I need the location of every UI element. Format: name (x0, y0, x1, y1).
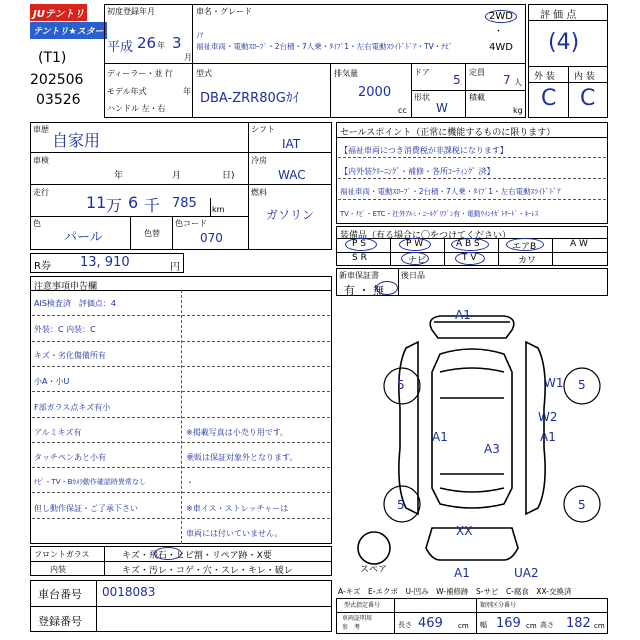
drive-4wd: 4WD (489, 42, 513, 53)
mileage-label: 走行 (33, 188, 49, 197)
damage-mark: XX (456, 524, 473, 538)
damage-mark: A1 (455, 308, 471, 322)
interior-label: 内 装 (574, 72, 595, 82)
sales-point-item: 【内外装ｸﾘｰﾆﾝｸﾞ・補修・各所ｺｰﾃｨﾝｸﾞ 済】 (340, 167, 495, 176)
fuel-label: 燃料 (251, 188, 267, 197)
note-right: 車両には付いていません。 (186, 529, 283, 538)
fuel-value: ガソリン (266, 208, 315, 222)
displacement-label: 排気量 (334, 69, 358, 78)
notes-row-line (32, 315, 330, 316)
lot-no: 03526 (36, 92, 81, 108)
capacity-unit: 人 (514, 78, 522, 87)
equipment-title: 装備品（有る場合に〇をつけてください） (340, 231, 512, 241)
shaken-year-unit: 年 (114, 171, 124, 181)
notes-title: 注意事項申告欄 (34, 282, 98, 292)
note-left: 外装：C 内装：C (34, 325, 96, 334)
front-glass-value: キズ・飛石・ヒビ割・リペア跡・X要 (122, 551, 272, 561)
recycle-unit: 円 (170, 262, 180, 273)
damage-mark: A1 (454, 566, 470, 580)
car-diagram (336, 298, 608, 582)
equip-airbag-circle (506, 238, 544, 251)
warranty-value: 有 ・ 無 (344, 284, 384, 297)
note-left: AIS検査済 評価点：4 (34, 299, 116, 308)
type-label: 型式 (196, 69, 212, 78)
type-value: DBA-ZRR80Gｶｲ (200, 91, 299, 106)
note-right: ※掲載写真は小売り用です。 (186, 428, 289, 437)
color-code-value: 070 (200, 231, 223, 245)
equip-sr: S R (352, 253, 367, 263)
recycle-label: R券 (34, 261, 51, 272)
damage-mark: 5 (397, 498, 405, 512)
first-reg-era: 平成 (107, 40, 134, 55)
equip-ps-circle (345, 238, 377, 251)
first-reg-label: 初度登録年月 (107, 7, 155, 16)
shaken-label: 車検 (33, 156, 49, 165)
recycle-value: 13, 910 (80, 255, 130, 270)
width-unit: cm (526, 622, 537, 630)
width-label: 幅 (480, 621, 487, 629)
model-name-label: 車名・グレード (196, 7, 252, 16)
warranty-later-label: 後日品 (401, 271, 425, 280)
car-front-outline (430, 316, 514, 338)
model-year-label: モデル年式 (107, 87, 147, 96)
equip-abs-circle (451, 238, 489, 251)
note-left: タッチペンあと小有 (34, 453, 106, 462)
note-left: 小A・小U (34, 377, 70, 386)
length-unit: cm (458, 622, 469, 630)
color-change-label: 色替 (144, 229, 160, 238)
shape-value: W (436, 101, 448, 115)
lot-date: 202506 (30, 72, 84, 88)
dims-type-label2: 類別区分番号 (480, 602, 517, 609)
mileage-v3: 785 (172, 196, 197, 211)
handle-label: ハンドル 左・右 (107, 104, 166, 113)
equip-ps: P S (352, 239, 367, 249)
sales-point-item: TV・ﾅﾋﾞ・ETC・社外ｱﾙﾐ・ﾆｰﾙｸﾞﾘﾌﾟﾝ有・電動ｳｲﾝﾁｶﾞﾄｻｰﾄﾞ・ｷｰﾚｽ (340, 210, 539, 218)
usage-value: 自家用 (52, 131, 101, 150)
note-left: F部ガラス点キズ有小 (34, 403, 111, 412)
sales-point-item: 【福祉車両につき消費税が非課税になります】 (340, 146, 508, 155)
logo-line2: テントリ★スター (30, 22, 107, 39)
load-unit: kg (513, 106, 523, 115)
damage-mark: 5 (578, 498, 586, 512)
header-grid (104, 4, 526, 118)
equip-pw: P W (406, 239, 424, 249)
mileage-u2: 千 (144, 196, 161, 215)
spare-tire (358, 532, 390, 564)
shaken-month-unit: 月 (172, 171, 182, 181)
score-value: (4) (548, 30, 580, 55)
damage-mark: 5 (578, 378, 586, 392)
chassis-label: 車台番号 (38, 588, 82, 601)
interior-cond-value: キズ・汚レ・コゲ・穴・スレ・キレ・破レ (122, 566, 293, 576)
first-reg-year-unit: 年 (157, 41, 165, 50)
sales-point-title: セールスポイント（正常に機能するものに限ります） (340, 128, 556, 138)
damage-mark: A1 (432, 430, 448, 444)
warranty-label: 新車保証書 (339, 271, 379, 280)
equip-navi-circle (401, 252, 429, 265)
mileage-u1: 万 (106, 196, 123, 215)
front-glass-label: フロントガラス (34, 550, 90, 559)
diagram-legend: A-キズ E-エクボ U-凹み W-補修跡 S-サビ C-腐食 XX-交換済 (338, 587, 572, 596)
color-label: 色 (33, 219, 41, 228)
chassis-value: 0018083 (102, 585, 156, 599)
displacement-unit: cc (398, 106, 407, 115)
height-unit: cm (594, 622, 605, 630)
mileage-v1: 11 (86, 193, 107, 212)
drive-2wd: 2WD (485, 10, 517, 23)
shift-value: IAT (282, 137, 301, 151)
sales-point-item: 福祉車両・電動ｽﾛｰﾌﾟ・2台積・7人乗・ﾀｲﾌﾟ1・左右電動ｽﾗｲﾄﾞﾄﾞｱ (340, 187, 561, 196)
ac-value: WAC (278, 168, 306, 182)
color-value: パール (64, 230, 103, 245)
length-label: 長さ (398, 621, 412, 629)
capacity-value: 7 (503, 73, 511, 87)
damage-mark: A3 (484, 442, 500, 456)
score-label: 評 価 点 (540, 10, 577, 21)
first-reg-year: 26 (137, 34, 157, 52)
note-right: ・ (186, 478, 194, 487)
notes-row-line (32, 518, 330, 519)
height-value: 182 (566, 616, 591, 631)
interior-cond-label: 内装 (50, 565, 66, 574)
equip-aw: A W (570, 239, 588, 249)
equip-airbag: エアB (512, 242, 537, 252)
notes-row-line (32, 391, 330, 392)
spare-label: スペア (360, 565, 388, 575)
note-left: ﾅﾋﾞ・TV・Bｶﾒﾗ動作確認時異常なし (34, 478, 146, 486)
height-label: 高さ (540, 621, 554, 629)
damage-mark: W1 (544, 376, 564, 390)
damage-mark: UA2 (514, 566, 539, 580)
note-right: ※車イス・ストレッチャーは (186, 504, 289, 513)
load-label: 積載 (469, 93, 485, 102)
front-glass-circle (154, 547, 182, 560)
notes-row-line (32, 341, 330, 342)
capacity-label: 定員 (469, 68, 485, 77)
notes-row-line (32, 366, 330, 367)
mileage-v2: 6 (128, 193, 139, 212)
logo (30, 4, 102, 42)
doors-value: 5 (453, 73, 461, 87)
width-value: 169 (496, 616, 521, 631)
note-left: アルミキズ有 (34, 428, 82, 437)
logo-line1: JUテントリ (30, 4, 87, 21)
color-code-label: 色コード (175, 219, 207, 228)
shift-label: シフト (251, 125, 275, 134)
lot-code: (T1) (38, 50, 67, 66)
usage-label: 車歴 (33, 125, 49, 134)
first-reg-month: 3 (172, 34, 182, 52)
damage-mark: A1 (540, 430, 556, 444)
exterior-value: C (541, 86, 557, 111)
mileage-unit: km (212, 205, 225, 214)
notes-row-line (32, 417, 330, 418)
interior-value: C (580, 86, 596, 111)
displacement-value: 2000 (358, 85, 392, 100)
ac-label: 冷房 (251, 156, 267, 165)
exterior-label: 外 装 (534, 72, 555, 82)
dims-type-label: 型式指定番号 (344, 602, 381, 609)
equip-abs: A B S (456, 239, 480, 249)
equip-tv-circle (455, 252, 485, 265)
equip-tv: T V (462, 253, 477, 263)
doors-label: ドア (414, 68, 430, 77)
model-year-unit: 年 (183, 87, 191, 96)
dims-ref-label: 車両証明用 参 考 (342, 615, 373, 631)
equip-pw-circle (399, 238, 431, 251)
notes-row-line (32, 467, 330, 468)
damage-mark: W2 (538, 410, 558, 424)
note-right: 乗販は保証対象外となります。 (186, 453, 298, 462)
drive-dot: ・ (494, 27, 504, 37)
length-value: 469 (418, 616, 443, 631)
first-reg-month-unit: 月 (184, 53, 192, 62)
note-left: 但し動作保証・ご了承下さい (34, 504, 138, 513)
notes-row-line (32, 492, 330, 493)
equip-navi: ナビ (408, 256, 427, 266)
reg-no-label: 登録番号 (38, 615, 82, 628)
notes-row-line (32, 442, 330, 443)
model-name-value: ﾉｱ 福祉車両・電動ｽﾛｰﾌﾟ・2台積・7人乗・ﾀｲﾌﾟ1・左右電動ｽﾗｲﾄﾞﾄﾞｱ・TV・ﾅﾋﾞ (196, 31, 453, 51)
note-left: キズ・劣化傷備所有 (34, 351, 106, 360)
car-right-side (526, 342, 545, 514)
equip-leather: カワ (518, 256, 537, 266)
damage-mark: 5 (397, 378, 405, 392)
warranty-circle (376, 281, 398, 295)
dealer-label: ディーラー・並 行 (107, 69, 173, 78)
car-body (432, 349, 512, 508)
shaken-day-unit: 日) (222, 171, 235, 181)
shape-label: 形状 (414, 93, 430, 102)
